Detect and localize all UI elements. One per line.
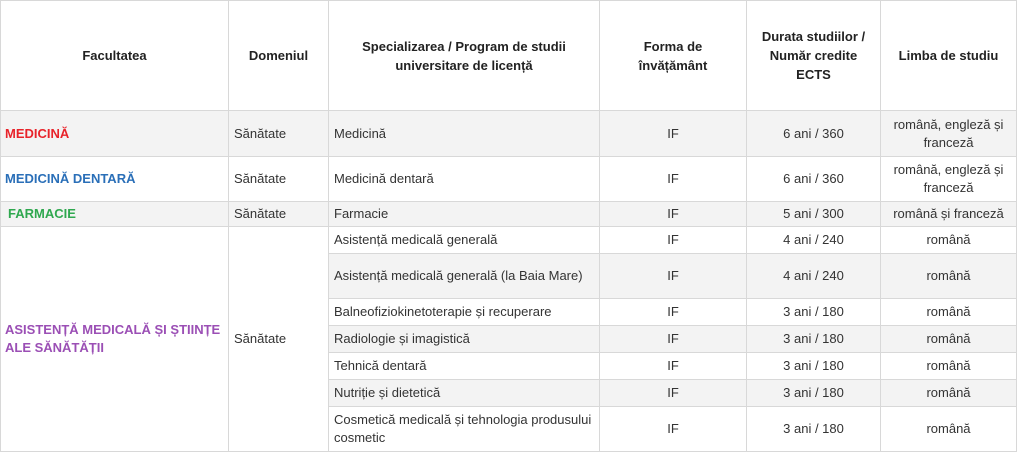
program-cell: Nutriție și dietetică	[329, 380, 600, 407]
header-limba: Limba de studiu	[881, 1, 1017, 111]
faculty-farmacie: FARMACIE	[1, 202, 229, 227]
durata-cell: 4 ani / 240	[747, 227, 881, 254]
forma-cell: IF	[600, 254, 747, 299]
forma-cell: IF	[600, 227, 747, 254]
forma-cell: IF	[600, 407, 747, 452]
limba-cell: română	[881, 254, 1017, 299]
domain-cell: Sănătate	[229, 157, 329, 202]
durata-cell: 3 ani / 180	[747, 407, 881, 452]
forma-cell: IF	[600, 326, 747, 353]
durata-cell: 4 ani / 240	[747, 254, 881, 299]
forma-cell: IF	[600, 157, 747, 202]
domain-cell: Sănătate	[229, 227, 329, 452]
durata-cell: 3 ani / 180	[747, 326, 881, 353]
table-row	[1, 202, 1017, 227]
durata-cell: 3 ani / 180	[747, 299, 881, 326]
forma-cell: IF	[600, 111, 747, 157]
limba-cell: română, engleză și franceză	[881, 157, 1017, 202]
limba-cell: română	[881, 299, 1017, 326]
durata-cell: 5 ani / 300	[747, 202, 881, 227]
table-header-row	[1, 1, 1017, 111]
program-cell: Radiologie și imagistică	[329, 326, 600, 353]
forma-cell: IF	[600, 380, 747, 407]
faculty-medicina-dentara: MEDICINĂ DENTARĂ	[1, 157, 229, 202]
domain-cell: Sănătate	[229, 111, 329, 157]
forma-cell: IF	[600, 353, 747, 380]
limba-cell: română	[881, 353, 1017, 380]
limba-cell: română și franceză	[881, 202, 1017, 227]
table-row	[1, 111, 1017, 157]
program-cell: Farmacie	[329, 202, 600, 227]
program-cell: Balneofiziokinetoterapie și recuperare	[329, 299, 600, 326]
header-forma: Forma de învățământ	[600, 1, 747, 111]
durata-cell: 6 ani / 360	[747, 111, 881, 157]
program-cell: Asistență medicală generală (la Baia Mare)	[329, 254, 600, 299]
program-cell: Cosmetică medicală și tehnologia produsului cosmetic	[329, 407, 600, 452]
program-cell: Medicină	[329, 111, 600, 157]
limba-cell: română	[881, 227, 1017, 254]
table-row	[1, 157, 1017, 202]
durata-cell: 3 ani / 180	[747, 353, 881, 380]
program-cell: Medicină dentară	[329, 157, 600, 202]
program-cell: Tehnică dentară	[329, 353, 600, 380]
header-domeniul: Domeniul	[229, 1, 329, 111]
faculty-medicina: MEDICINĂ	[1, 111, 229, 157]
forma-cell: IF	[600, 299, 747, 326]
table-row	[1, 227, 1017, 254]
header-facultatea: Facultatea	[1, 1, 229, 111]
domain-cell: Sănătate	[229, 202, 329, 227]
limba-cell: română	[881, 326, 1017, 353]
limba-cell: română	[881, 380, 1017, 407]
durata-cell: 3 ani / 180	[747, 380, 881, 407]
limba-cell: română, engleză și franceză	[881, 111, 1017, 157]
durata-cell: 6 ani / 360	[747, 157, 881, 202]
header-durata: Durata studiilor / Număr credite ECTS	[747, 1, 881, 111]
forma-cell: IF	[600, 202, 747, 227]
header-specializarea: Specializarea / Program de studii universitare de licență	[329, 1, 600, 111]
faculty-asistenta-medicala: ASISTENȚĂ MEDICALĂ ȘI ȘTIINȚE ALE SĂNĂTĂȚII	[1, 227, 229, 452]
program-cell: Asistență medicală generală	[329, 227, 600, 254]
limba-cell: română	[881, 407, 1017, 452]
